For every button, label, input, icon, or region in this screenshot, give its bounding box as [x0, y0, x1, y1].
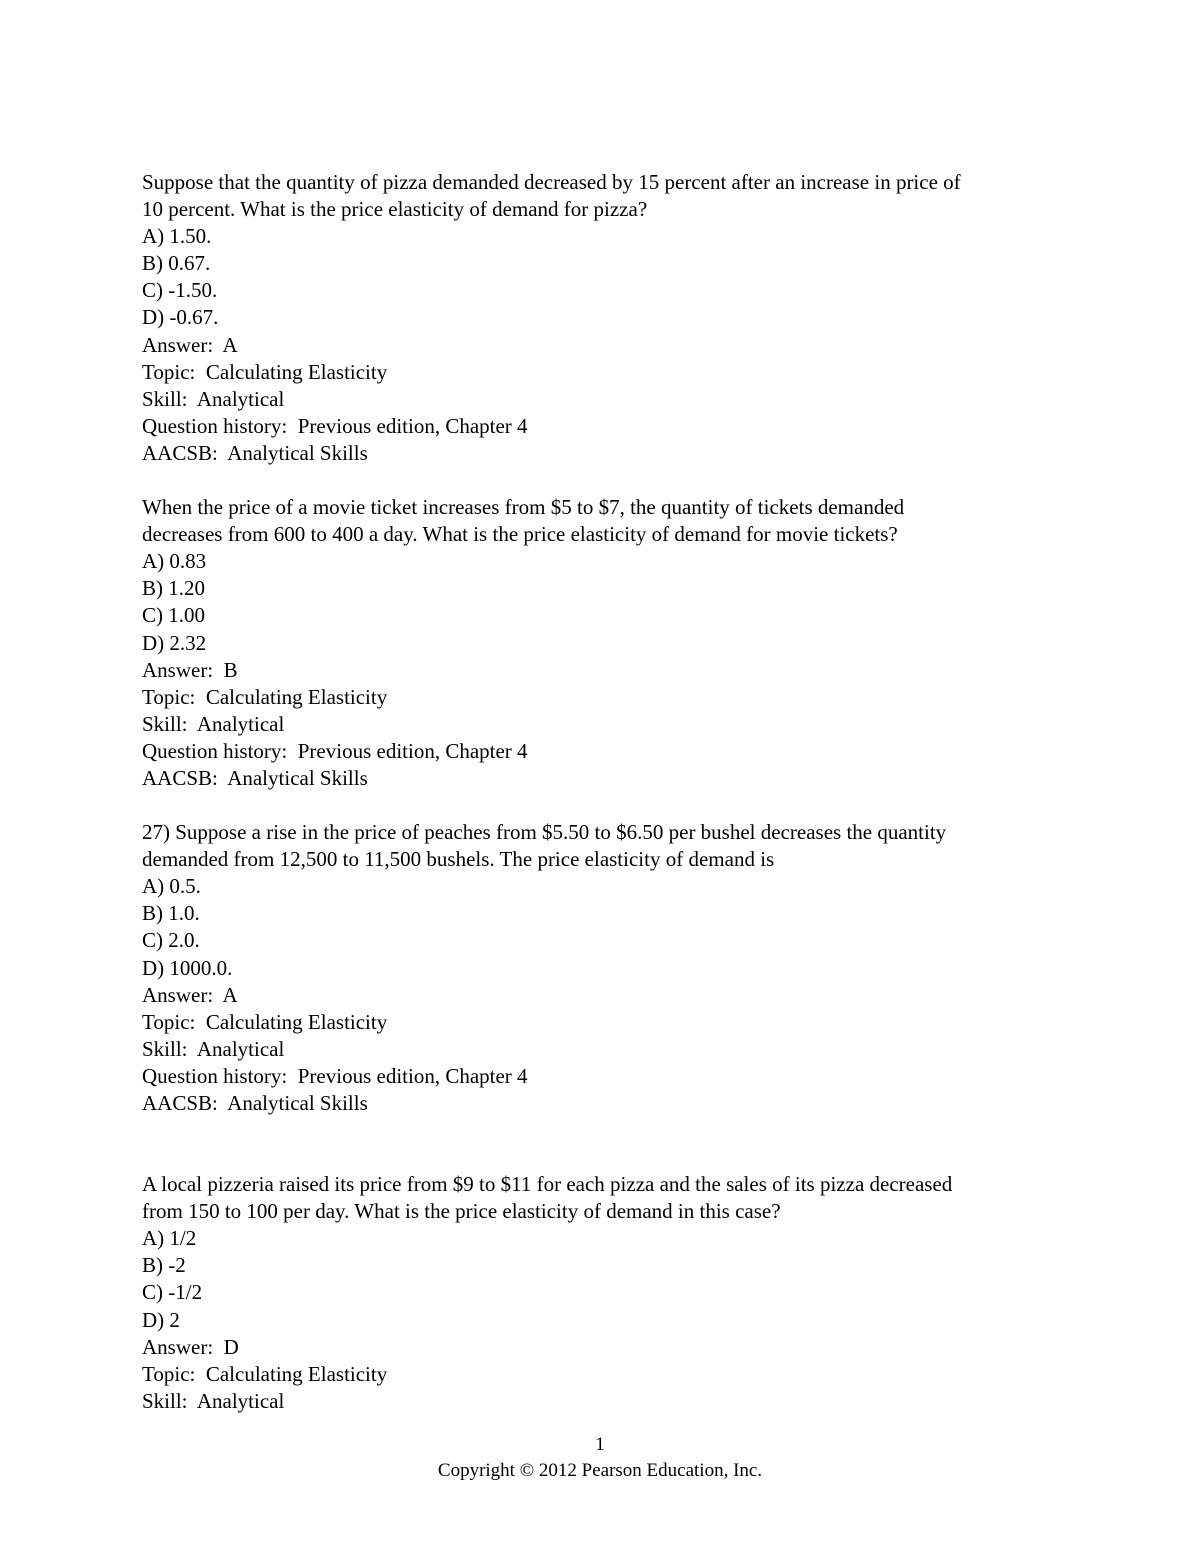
question-skill: Skill: Analytical [142, 1388, 285, 1413]
question-skill: Skill: Analytical [142, 1036, 285, 1061]
question-stem-line: 27) Suppose a rise in the price of peaches from $5.50 to $6.50 per bushel decreases the quantity [142, 820, 947, 845]
answer-option: A) 0.83 [142, 549, 207, 574]
question-aacsb: AACSB: Analytical Skills [142, 765, 368, 790]
question-spacer [142, 792, 1082, 819]
answer-option: C) 1.00 [142, 603, 205, 628]
answer-option: B) 1.0. [142, 901, 200, 926]
answer-option: D) 2.32 [142, 630, 207, 655]
question-spacer [142, 1117, 1082, 1171]
answer-option: B) 0.67. [142, 251, 211, 276]
question-stem-line: demanded from 12,500 to 11,500 bushels. The price elasticity of demand is [142, 847, 775, 872]
question-stem-line: When the price of a movie ticket increases from $5 to $7, the quantity of tickets demanded [142, 495, 905, 520]
question-stem-line: from 150 to 100 per day. What is the price elasticity of demand in this case? [142, 1199, 781, 1224]
question-history: Question history: Previous edition, Chapter 4 [142, 738, 528, 763]
answer-key: Answer: B [142, 657, 238, 682]
question-topic: Topic: Calculating Elasticity [142, 1361, 388, 1386]
question-stem-line: 10 percent. What is the price elasticity of demand for pizza? [142, 197, 648, 222]
answer-key: Answer: A [142, 332, 238, 357]
answer-option: C) 2.0. [142, 928, 200, 953]
question-history: Question history: Previous edition, Chapter 4 [142, 1063, 528, 1088]
question-block [142, 494, 1082, 792]
question-block [142, 819, 1082, 1117]
answer-option: C) -1/2 [142, 1280, 203, 1305]
answer-option: A) 1.50. [142, 224, 212, 249]
page-content [142, 169, 1082, 1415]
answer-option: D) 2 [142, 1307, 180, 1332]
copyright-notice: Copyright © 2012 Pearson Education, Inc. [437, 1460, 763, 1481]
answer-option: D) -0.67. [142, 305, 219, 330]
answer-key: Answer: A [142, 982, 238, 1007]
question-block [142, 169, 1082, 467]
question-skill: Skill: Analytical [142, 386, 285, 411]
page-number: 1 [595, 1434, 605, 1455]
question-stem-line: decreases from 600 to 400 a day. What is the price elasticity of demand for movie tickets? [142, 522, 898, 547]
question-spacer [142, 467, 1082, 494]
question-skill: Skill: Analytical [142, 711, 285, 736]
answer-option: A) 1/2 [142, 1226, 197, 1251]
answer-option: D) 1000.0. [142, 955, 233, 980]
answer-option: B) -2 [142, 1253, 186, 1278]
question-aacsb: AACSB: Analytical Skills [142, 440, 368, 465]
answer-option: C) -1.50. [142, 278, 218, 303]
question-block [142, 1171, 1082, 1415]
question-history: Question history: Previous edition, Chapter 4 [142, 413, 528, 438]
answer-option: B) 1.20 [142, 576, 205, 601]
question-aacsb: AACSB: Analytical Skills [142, 1091, 368, 1115]
answer-option: A) 0.5. [142, 874, 201, 899]
question-topic: Topic: Calculating Elasticity [142, 1009, 388, 1034]
question-topic: Topic: Calculating Elasticity [142, 359, 388, 384]
question-stem-line: A local pizzeria raised its price from $9 to $11 for each pizza and the sales of its pizza decreased [142, 1172, 953, 1197]
answer-key: Answer: D [142, 1334, 239, 1359]
question-stem-line: Suppose that the quantity of pizza demanded decreased by 15 percent after an increase in price of [142, 170, 961, 194]
question-topic: Topic: Calculating Elasticity [142, 684, 388, 709]
